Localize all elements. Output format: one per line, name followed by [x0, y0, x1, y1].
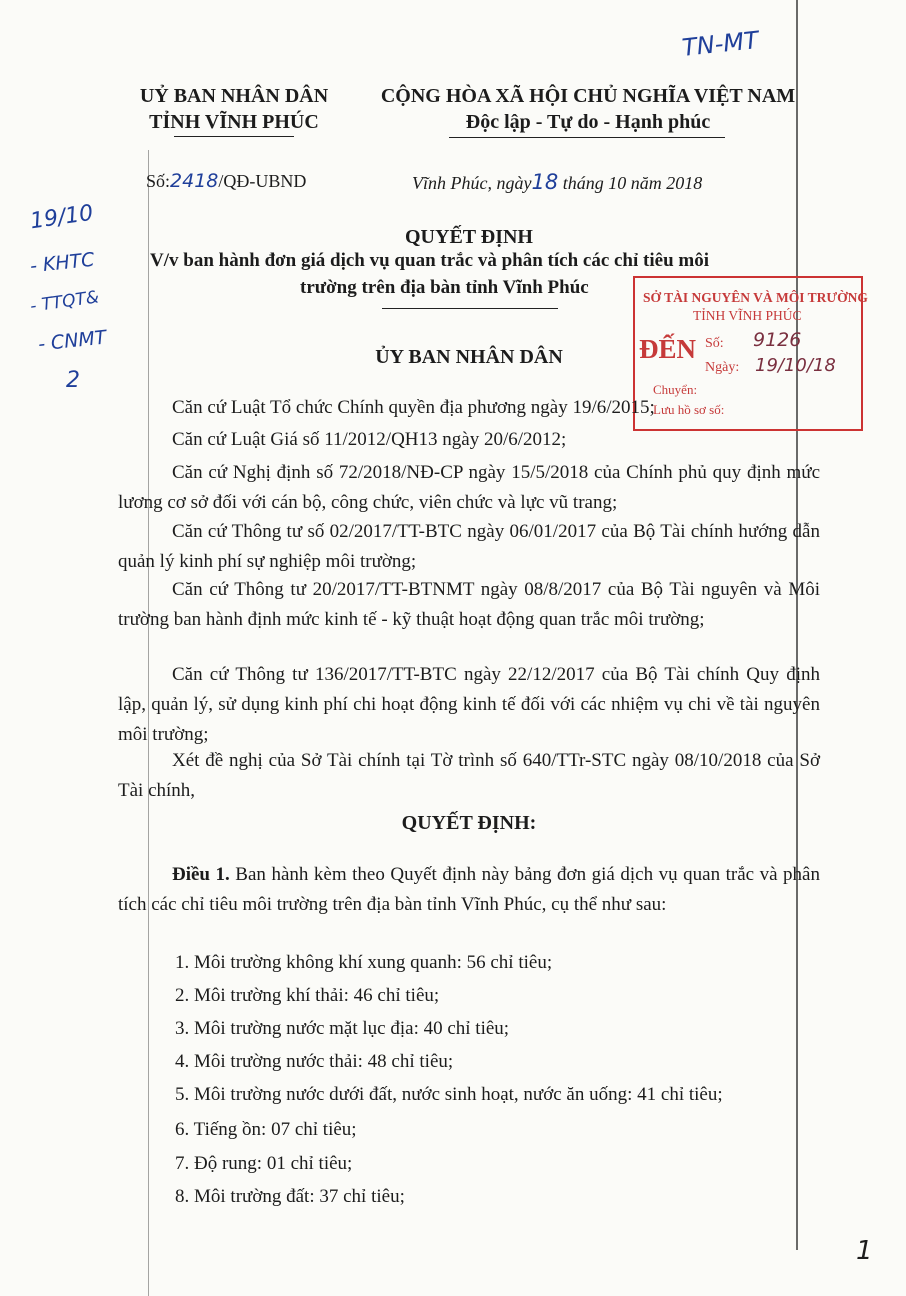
- issuer-heading: ỦY BAN NHÂN DÂN: [375, 346, 563, 368]
- preamble-text: Căn cứ Thông tư 20/2017/TT-BTNMT ngày 08/8/2017 của Bộ Tài nguyên và Môi trường ban hành định mức kinh tế - kỹ thuật hoạt động quan trắc môi trường;: [118, 579, 820, 630]
- stamp-ngay-label: Ngày:: [705, 360, 740, 375]
- stamp-so-label: Số:: [705, 336, 724, 351]
- article-item-6: 6. Tiếng ồn: 07 chỉ tiêu;: [175, 1119, 357, 1140]
- stamp-ngay-value: 19/10/18: [755, 355, 836, 376]
- article-item-4: 4. Môi trường nước thải: 48 chỉ tiêu;: [175, 1051, 454, 1072]
- date-prefix: Vĩnh Phúc, ngày: [412, 173, 532, 193]
- preamble-text: Căn cứ Nghị định số 72/2018/NĐ-CP ngày 15/5/2018 của Chính phủ quy định mức lương cơ sở đối với cán bộ, công chức, viên chức và lực vũ trang;: [118, 462, 820, 513]
- authority-underline: [174, 136, 294, 137]
- document-subtitle-line-1: V/v ban hành đơn giá dịch vụ quan trắc và phân tích các chỉ tiêu môi: [150, 250, 709, 271]
- page-mark: 1: [856, 1236, 873, 1266]
- preamble-4: [118, 517, 820, 577]
- article-1: [118, 860, 820, 920]
- margin-note-5: 2: [66, 368, 80, 393]
- stamp-line-2: TỈNH VĨNH PHÚC: [693, 308, 802, 323]
- motto-underline: [449, 137, 725, 138]
- article-item-2: 2. Môi trường khí thải: 46 chỉ tiêu;: [175, 985, 440, 1006]
- preamble-text: Căn cứ Thông tư 136/2017/TT-BTC ngày 22/12/2017 của Bộ Tài chính Quy định lập, quản lý, sử dụng kinh phí chi hoạt động kinh tế đối với các nhiệm vụ chi về tài nguyên môi trường;: [118, 664, 820, 745]
- date-day: 18: [531, 170, 559, 194]
- stamp-luu-label: Lưu hồ sơ số:: [653, 402, 725, 417]
- subtitle-underline: [382, 308, 558, 309]
- number-prefix: Số:: [146, 171, 171, 191]
- decision-heading: QUYẾT ĐỊNH:: [401, 812, 537, 834]
- preamble-2: [118, 425, 820, 455]
- national-line-2: Độc lập - Tự do - Hạnh phúc: [465, 111, 711, 133]
- stamp-den: ĐẾN: [639, 334, 697, 364]
- article-item-1: 1. Môi trường không khí xung quanh: 56 chỉ tiêu;: [175, 952, 553, 973]
- stamp-chuyen-label: Chuyển:: [653, 382, 698, 397]
- authority-line-2: TỈNH VĨNH PHÚC: [149, 111, 319, 133]
- national-line-1: CỘNG HÒA XÃ HỘI CHỦ NGHĨA VIỆT NAM: [380, 85, 796, 107]
- margin-note-2: - KHTC: [29, 248, 96, 278]
- article-1-text: Ban hành kèm theo Quyết định này bảng đơn giá dịch vụ quan trắc và phân tích các chỉ tiêu môi trường trên địa bàn tỉnh Vĩnh Phúc, cụ thể như sau:: [118, 864, 820, 915]
- document-subtitle-line-2: trường trên địa bàn tỉnh Vĩnh Phúc: [300, 277, 589, 298]
- margin-note-4: - CNMT: [37, 326, 108, 356]
- preamble-5: [118, 575, 820, 635]
- document-number: [146, 170, 306, 192]
- preamble-text: Xét đề nghị của Sở Tài chính tại Tờ trình số 640/TTr-STC ngày 08/10/2018 của Sở Tài chính,: [118, 750, 820, 801]
- preamble-text: Căn cứ Thông tư số 02/2017/TT-BTC ngày 06/01/2017 của Bộ Tài chính hướng dẫn quản lý kinh phí sự nghiệp môi trường;: [118, 521, 820, 572]
- preamble-text: Căn cứ Luật Giá số 11/2012/QH13 ngày 20/6/2012;: [172, 429, 567, 450]
- preamble-6: [118, 660, 820, 750]
- preamble-text: Căn cứ Luật Tổ chức Chính quyền địa phương ngày 19/6/2015;: [172, 397, 655, 418]
- handwritten-note-top: TN-MT: [680, 26, 760, 62]
- document-date: [412, 170, 702, 194]
- article-item-3: 3. Môi trường nước mặt lục địa: 40 chỉ tiêu;: [175, 1018, 510, 1039]
- preamble-1: [118, 393, 820, 423]
- article-item-7: 7. Độ rung: 01 chỉ tiêu;: [175, 1153, 353, 1174]
- margin-note-3: - TTQT&: [28, 287, 101, 317]
- stamp-so-value: 9126: [753, 329, 802, 351]
- article-1-label: Điều 1.: [172, 864, 230, 885]
- document-title: QUYẾT ĐỊNH: [405, 226, 533, 248]
- number-suffix: /QĐ-UBND: [218, 171, 307, 191]
- preamble-3: [118, 458, 820, 518]
- authority-line-1: UỶ BAN NHÂN DÂN: [139, 85, 329, 107]
- preamble-7: [118, 746, 820, 806]
- issuing-authority: [118, 83, 350, 135]
- date-suffix: tháng 10 năm 2018: [562, 173, 703, 193]
- article-item-8: 8. Môi trường đất: 37 chỉ tiêu;: [175, 1186, 405, 1207]
- article-item-5: 5. Môi trường nước dưới đất, nước sinh hoạt, nước ăn uống: 41 chỉ tiêu;: [175, 1084, 723, 1105]
- stamp-line-1: SỞ TÀI NGUYÊN VÀ MÔI TRƯỜNG: [643, 290, 868, 305]
- national-title: [353, 83, 823, 135]
- number-handwritten: 2418: [170, 170, 219, 192]
- margin-note-1: 19/10: [28, 200, 95, 235]
